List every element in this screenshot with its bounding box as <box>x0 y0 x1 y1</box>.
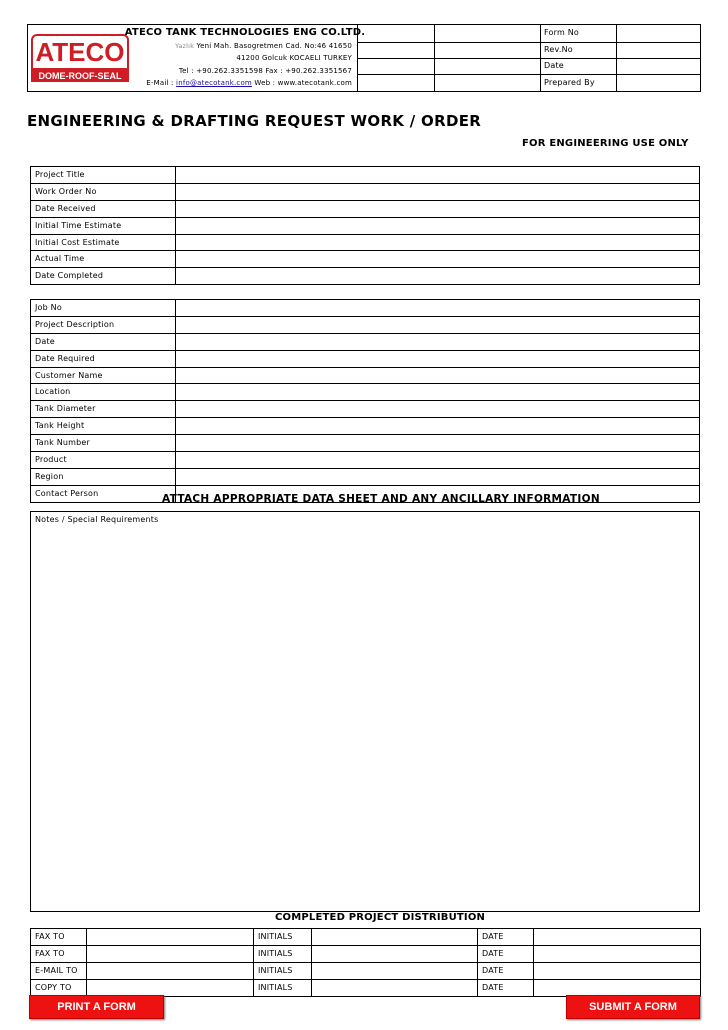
address-prefix: Yazlık <box>175 42 195 50</box>
form-row <box>31 435 700 452</box>
dist-label: FAX TO <box>31 945 87 962</box>
date-field[interactable] <box>617 59 701 74</box>
field-label-initial-cost-estimate: Initial Cost Estimate <box>31 234 176 251</box>
field-label-location: Location <box>31 384 176 401</box>
date-label: DATE <box>478 979 534 996</box>
job-info-table <box>30 299 700 503</box>
field-label-tank-diameter: Tank Diameter <box>31 401 176 418</box>
distribution-row <box>31 929 701 946</box>
form-row <box>31 418 700 435</box>
form-row <box>31 367 700 384</box>
initials-field[interactable] <box>312 945 478 962</box>
form-no-field[interactable] <box>617 25 701 41</box>
form-row <box>31 200 700 217</box>
address-line-2: 41200 Golcuk KOCAELI TURKEY <box>236 54 352 62</box>
form-row <box>31 452 700 469</box>
form-title: ENGINEERING & DRAFTING REQUEST WORK / ORDER <box>27 112 482 130</box>
distribution-title: COMPLETED PROJECT DISTRIBUTION <box>275 912 486 923</box>
field-label-region: Region <box>31 468 176 485</box>
print-form-button[interactable]: PRINT A FORM <box>29 995 164 1019</box>
engineering-use-note: FOR ENGINEERING USE ONLY <box>522 138 689 149</box>
field-input-tank-number[interactable] <box>176 435 700 452</box>
dist-label: FAX TO <box>31 929 87 946</box>
form-row <box>31 468 700 485</box>
field-label-project-description: Project Description <box>31 316 176 333</box>
web-address: Web : www.atecotank.com <box>254 79 352 87</box>
field-label-work-order-no: Work Order No <box>31 183 176 200</box>
form-row <box>31 401 700 418</box>
field-input-date-completed[interactable] <box>176 268 700 285</box>
initials-field[interactable] <box>312 979 478 996</box>
date-label: DATE <box>478 929 534 946</box>
dist-label: COPY TO <box>31 979 87 996</box>
form-row <box>31 183 700 200</box>
field-input-project-description[interactable] <box>176 316 700 333</box>
distribution-table <box>30 928 701 997</box>
distribution-row <box>31 945 701 962</box>
field-label-tank-height: Tank Height <box>31 418 176 435</box>
dist-recipient-field[interactable] <box>87 962 254 979</box>
logo-wordmark: ATECO <box>31 34 129 70</box>
dist-recipient-field[interactable] <box>87 929 254 946</box>
initials-label: INITIALS <box>254 945 312 962</box>
date-label: Date <box>544 61 564 70</box>
field-label-date-received: Date Received <box>31 200 176 217</box>
form-row <box>31 234 700 251</box>
field-label-tank-number: Tank Number <box>31 435 176 452</box>
form-row <box>31 384 700 401</box>
date-field[interactable] <box>534 979 701 996</box>
email-link[interactable]: info@atecotank.com <box>176 79 252 87</box>
prepared-by-field[interactable] <box>617 75 701 92</box>
initials-field[interactable] <box>312 929 478 946</box>
form-row <box>31 251 700 268</box>
initials-field[interactable] <box>312 962 478 979</box>
form-row <box>31 350 700 367</box>
initials-label: INITIALS <box>254 929 312 946</box>
address-line-1 <box>148 42 352 50</box>
field-input-tank-height[interactable] <box>176 418 700 435</box>
distribution-row <box>31 962 701 979</box>
company-name: ATECO TANK TECHNOLOGIES ENG CO.LTD. <box>124 27 366 38</box>
initials-label: INITIALS <box>254 962 312 979</box>
phone-fax-line: Tel : +90.262.3351598 Fax : +90.262.3351567 <box>178 67 352 75</box>
dist-recipient-field[interactable] <box>87 979 254 996</box>
field-input-product[interactable] <box>176 452 700 469</box>
field-label-date-required: Date Required <box>31 350 176 367</box>
rev-no-field[interactable] <box>617 42 701 58</box>
dist-recipient-field[interactable] <box>87 945 254 962</box>
field-label-job-no: Job No <box>31 300 176 317</box>
email-web-line <box>128 79 352 87</box>
field-label-actual-time: Actual Time <box>31 251 176 268</box>
address-street: Yeni Mah. Basogretmen Cad. No:46 41650 <box>196 42 352 50</box>
project-info-table <box>30 166 700 285</box>
field-input-initial-cost-estimate[interactable] <box>176 234 700 251</box>
field-label-product: Product <box>31 452 176 469</box>
logo-tagline: DOME-ROOF-SEAL <box>31 70 129 82</box>
field-label-contact-person: Contact Person <box>31 485 176 502</box>
date-label: DATE <box>478 962 534 979</box>
date-field[interactable] <box>534 929 701 946</box>
form-row <box>31 217 700 234</box>
company-logo <box>31 34 129 81</box>
distribution-row <box>31 979 701 996</box>
field-input-date-required[interactable] <box>176 350 700 367</box>
initials-label: INITIALS <box>254 979 312 996</box>
field-label-initial-time-estimate: Initial Time Estimate <box>31 217 176 234</box>
submit-form-button[interactable]: SUBMIT A FORM <box>566 995 700 1019</box>
field-input-date[interactable] <box>176 333 700 350</box>
form-row <box>31 316 700 333</box>
email-label: E-Mail : <box>146 79 174 87</box>
field-input-project-title[interactable] <box>176 167 700 184</box>
date-label: DATE <box>478 945 534 962</box>
field-label-date: Date <box>31 333 176 350</box>
prepared-by-label: Prepared By <box>544 78 595 87</box>
form-row <box>31 167 700 184</box>
field-input-location[interactable] <box>176 384 700 401</box>
form-no-label: Form No <box>544 28 579 37</box>
company-header <box>27 24 701 92</box>
notes-area[interactable] <box>30 511 700 912</box>
form-row <box>31 268 700 285</box>
field-input-job-no[interactable] <box>176 300 700 317</box>
field-label-project-title: Project Title <box>31 167 176 184</box>
field-input-tank-diameter[interactable] <box>176 401 700 418</box>
attach-instruction: ATTACH APPROPRIATE DATA SHEET AND ANY ANCILLARY INFORMATION <box>162 493 600 505</box>
dist-label: E-MAIL TO <box>31 962 87 979</box>
field-input-customer-name[interactable] <box>176 367 700 384</box>
field-label-customer-name: Customer Name <box>31 367 176 384</box>
field-label-date-completed: Date Completed <box>31 268 176 285</box>
field-input-initial-time-estimate[interactable] <box>176 217 700 234</box>
rev-no-label: Rev.No <box>544 45 573 54</box>
notes-label: Notes / Special Requirements <box>35 515 159 524</box>
date-field[interactable] <box>534 962 701 979</box>
date-field[interactable] <box>534 945 701 962</box>
field-input-work-order-no[interactable] <box>176 183 700 200</box>
field-input-region[interactable] <box>176 468 700 485</box>
form-row <box>31 333 700 350</box>
field-input-actual-time[interactable] <box>176 251 700 268</box>
field-input-date-received[interactable] <box>176 200 700 217</box>
form-row <box>31 300 700 317</box>
